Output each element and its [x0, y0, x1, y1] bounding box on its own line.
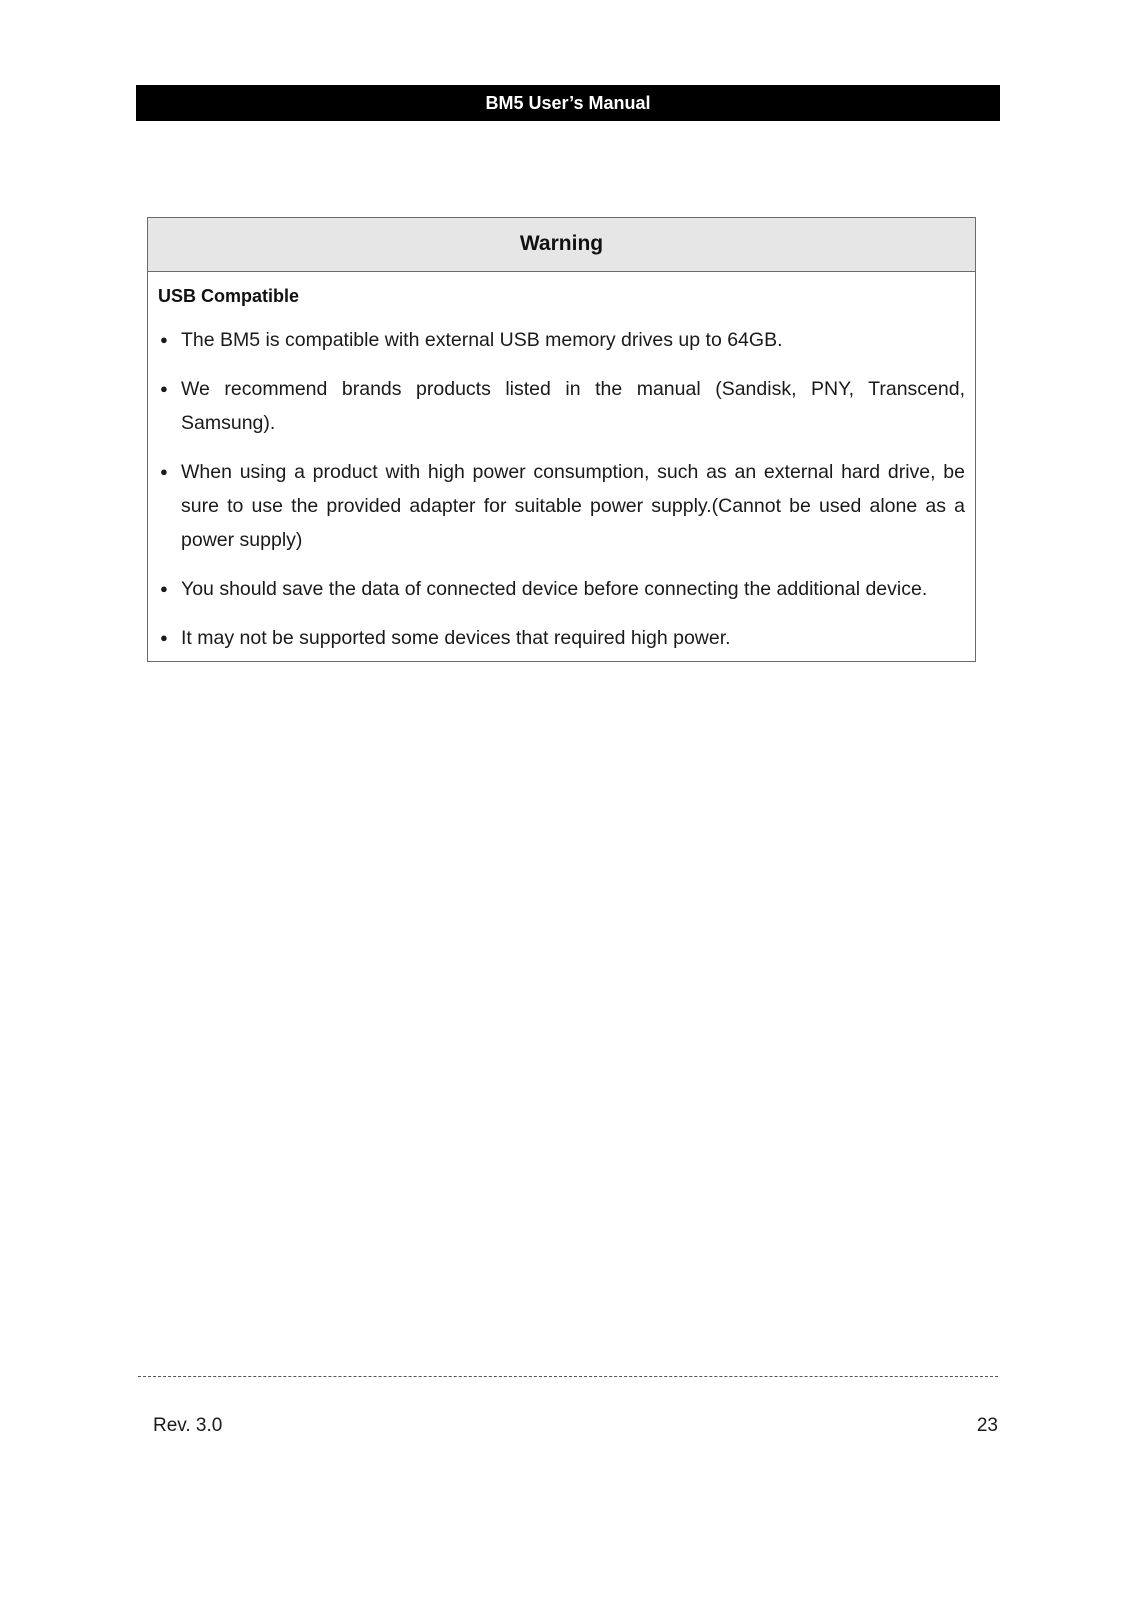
list-item: [158, 323, 965, 357]
list-item-text: We recommend brands products listed in the manual (Sandisk, PNY, Transcend, Samsung).: [181, 378, 965, 434]
list-item: [158, 455, 965, 557]
list-item: [158, 372, 965, 440]
section-heading-usb-compatible: USB Compatible: [158, 286, 300, 306]
bullet-dot-icon: ●: [160, 464, 168, 479]
footer-page-number: 23: [976, 1415, 998, 1436]
list-item-text: You should save the data of connected device before connecting the additional device.: [181, 578, 928, 600]
list-item-text: The BM5 is compatible with external USB memory drives up to 64GB.: [181, 329, 783, 351]
bullet-dot-icon: ●: [160, 381, 168, 396]
bullet-dot-icon: ●: [160, 630, 168, 645]
footer-dashed-divider: [138, 1376, 998, 1377]
list-item: [158, 621, 965, 655]
list-item-text: It may not be supported some devices that required high power.: [181, 627, 731, 649]
manual-title: BM5 User’s Manual: [485, 93, 651, 113]
footer-revision: Rev. 3.0: [153, 1415, 223, 1436]
manual-header-bar: [136, 85, 1000, 121]
warning-body: [148, 272, 975, 661]
list-item-text: When using a product with high power consumption, such as an external hard drive, be sure to use the provided adapter for suitable power supply.(Cannot be used alone as a power supply): [181, 461, 965, 551]
warning-title: Warning: [148, 218, 975, 272]
list-item: [158, 572, 965, 606]
bullet-dot-icon: ●: [160, 332, 168, 347]
warning-bullet-list: [158, 323, 965, 655]
warning-box: [147, 217, 976, 662]
bullet-dot-icon: ●: [160, 581, 168, 596]
